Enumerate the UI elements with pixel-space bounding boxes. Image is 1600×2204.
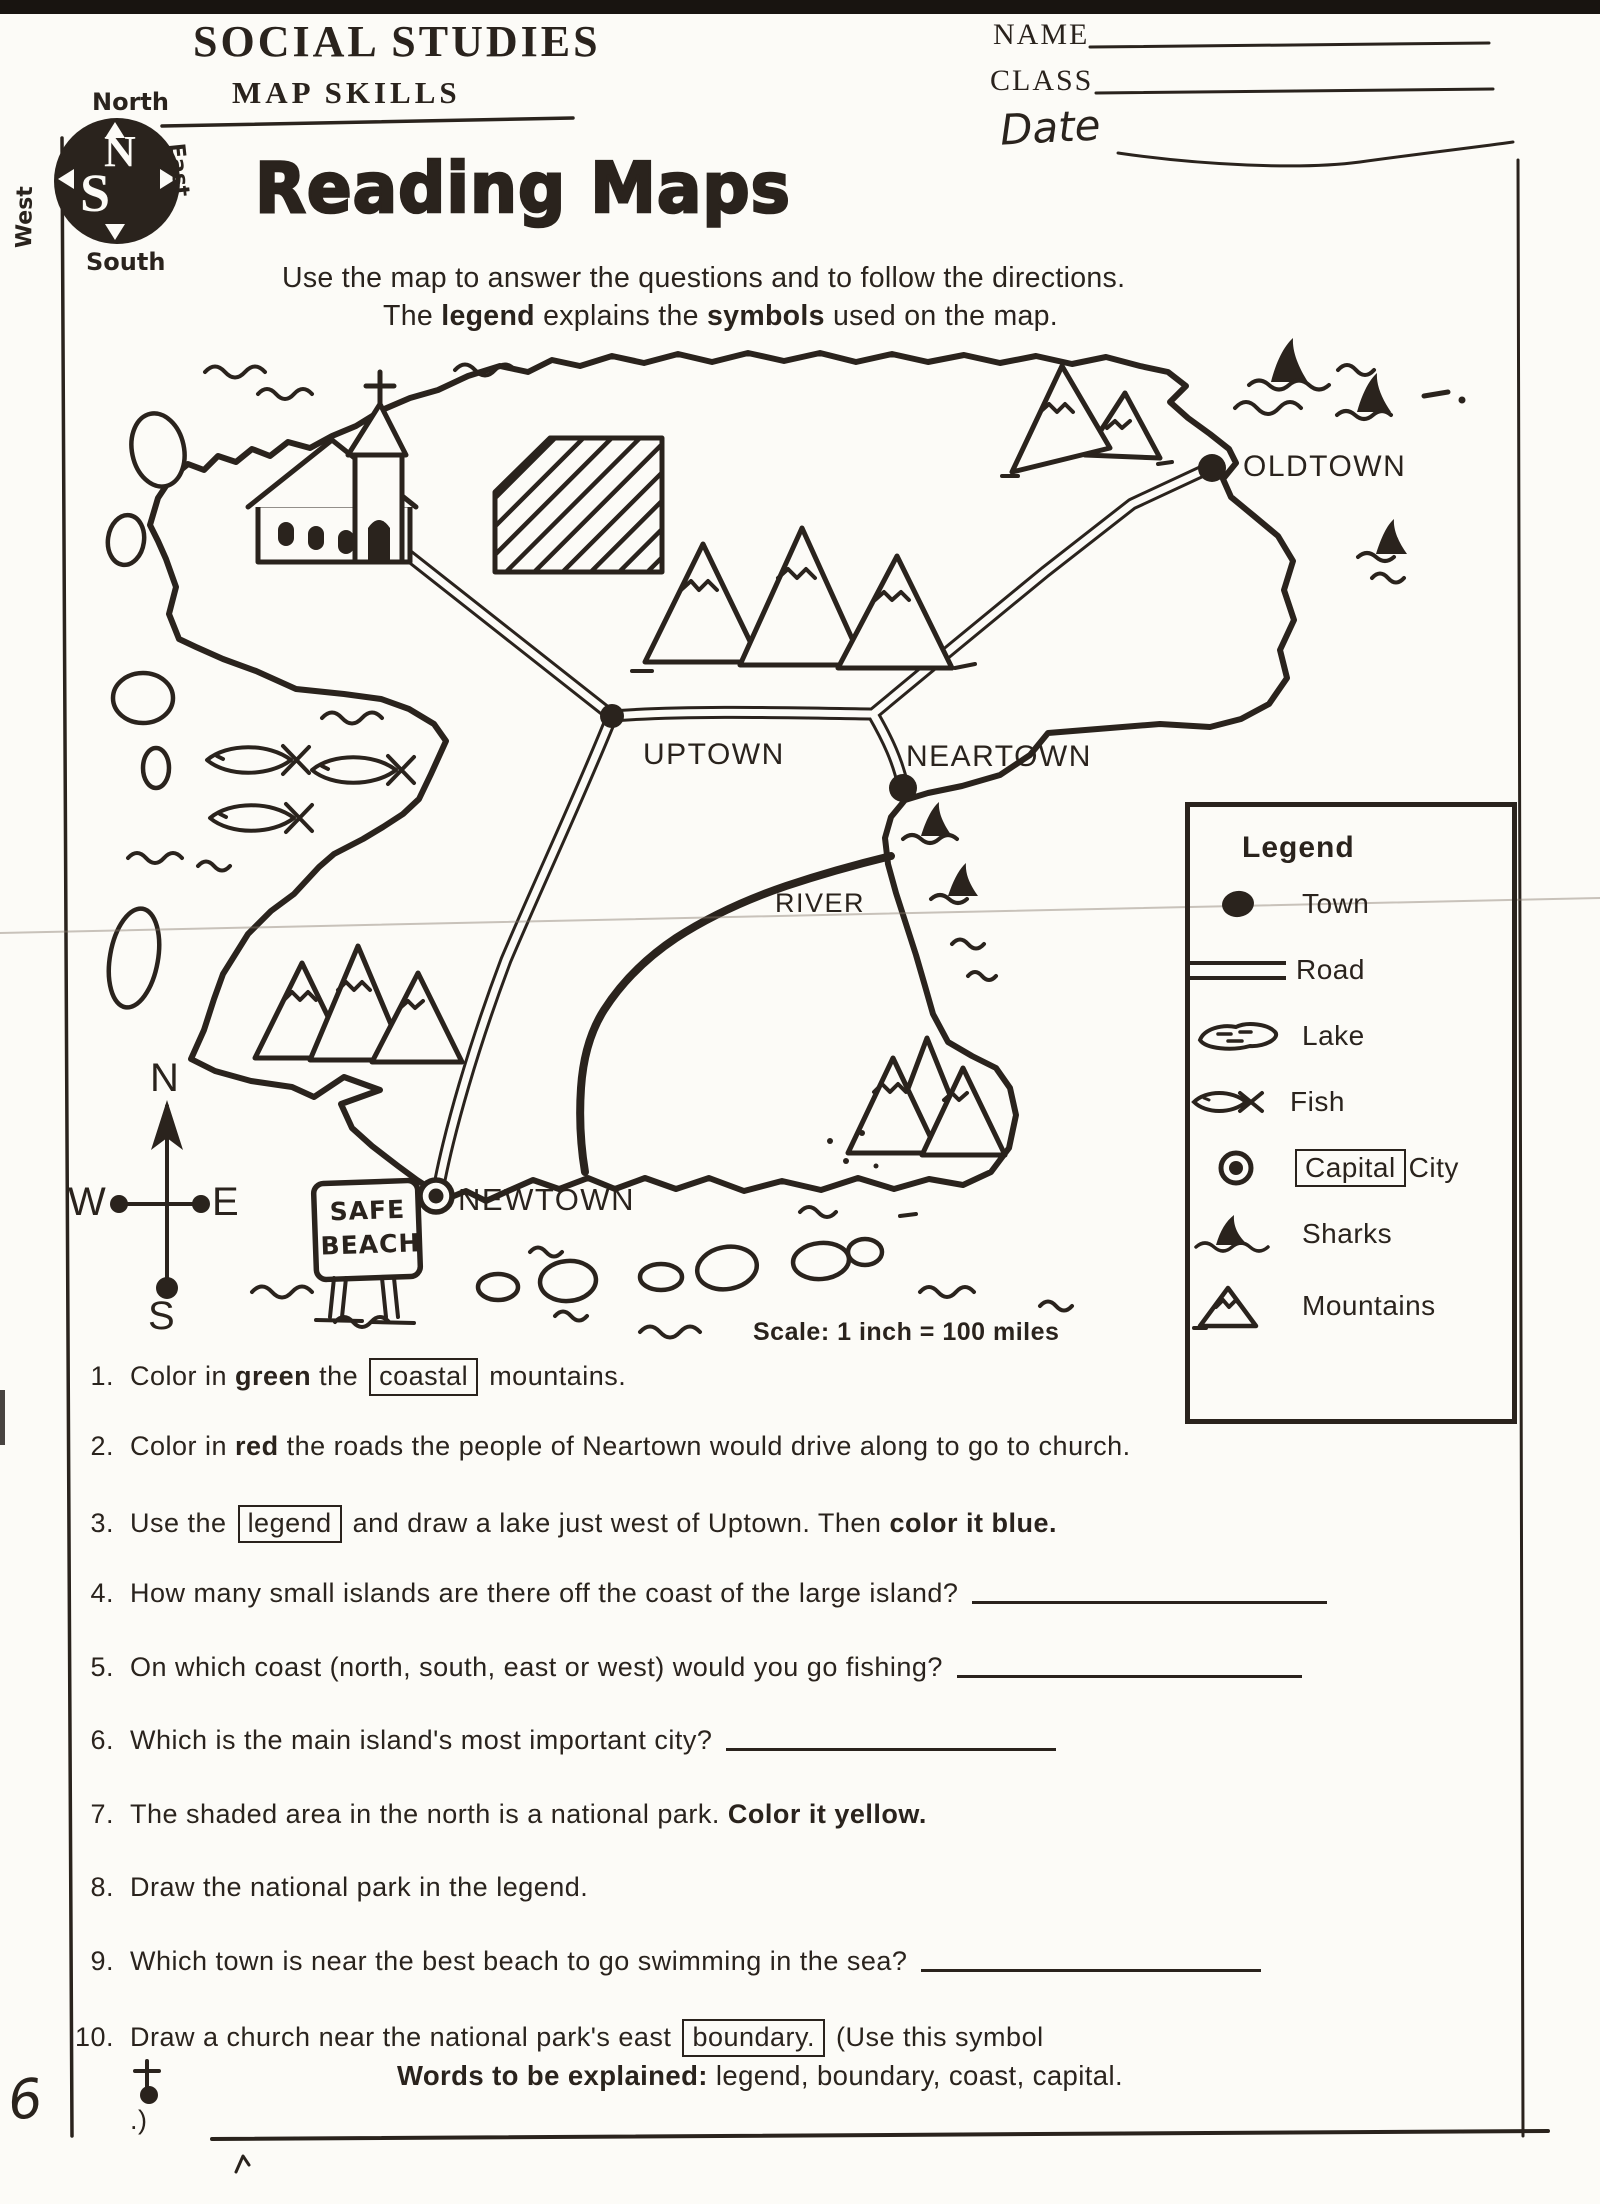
- map-compass-icon: [110, 1100, 210, 1299]
- q-segment: .): [130, 2104, 148, 2135]
- town-label-uptown: UPTOWN: [643, 738, 785, 771]
- shark-icon: [1358, 519, 1407, 561]
- intro-segment: used on the map.: [824, 300, 1059, 332]
- question-number: 8.: [90, 1872, 114, 1902]
- intro-segment: The: [383, 300, 442, 332]
- shark-icon: [1337, 373, 1391, 419]
- town-dot-icon: [889, 774, 917, 802]
- question-number: 6.: [90, 1725, 114, 1755]
- capital-rest-word: City: [1408, 1151, 1459, 1183]
- legend-row-mountains: [1190, 1267, 1512, 1345]
- wave-icon: [530, 1248, 562, 1257]
- wave-icon: [322, 713, 382, 724]
- question-text: [130, 1946, 1261, 1977]
- q-segment: Draw a church near the national park's east: [130, 2022, 680, 2052]
- answer-line: [726, 1744, 1056, 1751]
- island-shape: [694, 1242, 760, 1294]
- q-boxed-word: legend: [238, 1505, 342, 1543]
- wave-icon: [1372, 574, 1404, 583]
- safe-beach-line1: SAFE: [329, 1194, 406, 1227]
- river-label: RIVER: [775, 888, 866, 918]
- town-dot-icon: [1198, 454, 1226, 482]
- shark-icon: [903, 802, 957, 843]
- question-number: 1.: [90, 1361, 114, 1391]
- question-text: [130, 1431, 1131, 1462]
- town-label-neartown: NEARTOWN: [906, 740, 1092, 773]
- question-number: 2.: [90, 1431, 114, 1461]
- fish-icon: [210, 804, 312, 832]
- road-icon: [1184, 950, 1296, 990]
- q-bold-word: green: [235, 1361, 312, 1391]
- stray-mark: [236, 2156, 249, 2172]
- question-5: [62, 1652, 1302, 1683]
- compass-south-label: South: [86, 248, 166, 276]
- mountain-icon: [1190, 1278, 1302, 1334]
- q-segment: Color in: [130, 1431, 236, 1461]
- compass-east-label: East: [163, 142, 194, 198]
- question-8: [62, 1872, 588, 1903]
- wave-icon: [968, 972, 996, 980]
- question-text: [130, 1872, 588, 1903]
- footer-words-label: Words to be explained:: [397, 2060, 708, 2091]
- header-lines: [1090, 43, 1513, 166]
- question-9: [62, 1946, 1261, 1977]
- question-text: [130, 1799, 927, 1830]
- question-number: 5.: [90, 1652, 114, 1682]
- legend-label: Fish: [1290, 1086, 1345, 1117]
- wave-icon: [920, 1287, 974, 1297]
- q-segment: the: [311, 1361, 367, 1391]
- q-segment: On which coast (north, south, east or west) would you go fishing?: [130, 1652, 943, 1682]
- legend-label: Town: [1302, 888, 1370, 919]
- legend-label: Lake: [1302, 1020, 1365, 1051]
- island-shape: [848, 1239, 882, 1265]
- scale-label: Scale: 1 inch = 100 miles: [753, 1318, 1060, 1346]
- legend-row-lake: [1190, 1003, 1512, 1069]
- answer-line: [957, 1671, 1302, 1678]
- compass-point-icon: [58, 169, 74, 189]
- question-6: [62, 1725, 1056, 1756]
- island-shape: [478, 1274, 518, 1300]
- town-dot-icon: [600, 704, 624, 728]
- intro-segment: explains the: [534, 300, 708, 332]
- town-label-newtown: NEWTOWN: [458, 1182, 635, 1217]
- question-text: [130, 1358, 626, 1396]
- wave-icon: [1338, 365, 1374, 375]
- q-segment: mountains.: [481, 1361, 627, 1391]
- question-number: 10.: [74, 2022, 114, 2052]
- island-shape: [105, 513, 148, 568]
- q-boxed-word: boundary.: [682, 2019, 825, 2057]
- wave-icon: [640, 1327, 700, 1338]
- legend-label-capital: [1292, 1149, 1459, 1188]
- legend-row-capital: [1190, 1135, 1512, 1201]
- question-text: [130, 1725, 1056, 1756]
- fish-icon: [207, 746, 309, 774]
- legend-label: Mountains: [1302, 1290, 1436, 1321]
- handwritten-page-mark: 6: [4, 2066, 46, 2133]
- map-compass-w: W: [68, 1180, 106, 1224]
- wave-icon: [258, 389, 312, 399]
- answer-line: [921, 1965, 1261, 1972]
- footer-words-list: legend, boundary, coast, capital.: [707, 2060, 1123, 2091]
- wave-icon: [1040, 1302, 1072, 1311]
- q-boxed-word: coastal: [369, 1358, 478, 1396]
- compass-north-label: North: [92, 88, 169, 116]
- intro-symbols-word: symbols: [707, 300, 825, 332]
- legend-title: Legend: [1242, 831, 1355, 864]
- q-segment: How many small islands are there off the coast of the large island?: [130, 1578, 959, 1608]
- intro-legend-word: legend: [441, 300, 535, 332]
- capital-boxed-word: Capital: [1295, 1149, 1406, 1188]
- island-shape: [143, 748, 169, 788]
- name-label: NAME: [993, 18, 1090, 51]
- q-segment: Which is the main island's most important city?: [130, 1725, 713, 1755]
- capital-city-icon: [1190, 1146, 1302, 1190]
- legend-row-road: [1190, 937, 1512, 1003]
- legend-row-fish: [1190, 1069, 1512, 1135]
- q-segment: and draw a lake just west of Uptown. Then: [344, 1508, 890, 1538]
- wave-icon: [252, 1287, 312, 1298]
- q-segment: Which town is near the best beach to go swimming in the sea?: [130, 1946, 908, 1976]
- legend-label: Sharks: [1302, 1218, 1393, 1249]
- wave-icon: [205, 367, 265, 378]
- date-label: Date: [998, 100, 1102, 155]
- wave-icon: [198, 862, 230, 871]
- legend-box: [1185, 802, 1517, 1424]
- fish-icon: [312, 756, 414, 784]
- q-segment: Use the: [130, 1508, 235, 1538]
- wave-icon: [800, 1207, 836, 1217]
- question-text: [130, 1578, 1327, 1609]
- legend-row-town: [1190, 871, 1512, 937]
- church-symbol-icon: [130, 2057, 164, 2105]
- shark-icon: [1249, 338, 1329, 390]
- compass-s-letter: S: [80, 163, 111, 223]
- question-number: 9.: [90, 1946, 114, 1976]
- map-compass-e: E: [212, 1180, 239, 1224]
- compass-rose-icon: [54, 118, 180, 244]
- safe-beach-line2: BEACH: [320, 1227, 421, 1261]
- subject-title: SOCIAL STUDIES: [193, 17, 601, 66]
- legend-row-sharks: [1190, 1201, 1512, 1267]
- legend-label: Road: [1296, 954, 1365, 985]
- shark-icon: [1190, 1213, 1302, 1255]
- question-text: [130, 1505, 1057, 1543]
- q-segment: Color in: [130, 1361, 236, 1391]
- compass-point-icon: [105, 224, 125, 240]
- q-bold-word: red: [235, 1431, 279, 1461]
- question-number: 7.: [90, 1799, 114, 1829]
- safe-beach-sign-text: [319, 1192, 421, 1263]
- q-bold-word: color it blue.: [889, 1508, 1057, 1538]
- q-segment: the roads the people of Neartown would drive along to go to church.: [278, 1431, 1131, 1461]
- compass-west-label: West: [12, 185, 39, 249]
- island-shape: [792, 1241, 851, 1282]
- question-7: [62, 1799, 927, 1830]
- question-1: [62, 1358, 626, 1396]
- fish-group: [207, 746, 414, 832]
- map-compass-s: S: [148, 1294, 175, 1338]
- shark-icon: [931, 863, 978, 903]
- intro-line-1: Use the map to answer the questions and to follow the directions.: [282, 262, 1126, 294]
- page-title: Reading Maps: [255, 148, 791, 229]
- lake-icon: [1190, 1015, 1302, 1057]
- class-label: CLASS: [990, 64, 1094, 97]
- wave-icon: [952, 940, 984, 949]
- q-segment: (Use this symbol: [828, 2022, 1044, 2052]
- town-dot-icon: [1190, 884, 1302, 924]
- wave-icon: [1235, 402, 1301, 414]
- town-label-oldtown: OLDTOWN: [1243, 450, 1407, 483]
- q-bold-word: Color it yellow.: [727, 1799, 927, 1829]
- island-shape: [640, 1264, 682, 1290]
- island-shape: [113, 673, 173, 723]
- question-4: [62, 1578, 1327, 1609]
- capital-city-icon: [420, 1180, 452, 1212]
- island-shape: [102, 905, 167, 1012]
- footer-words: [200, 2060, 1320, 2092]
- question-number: 3.: [90, 1508, 114, 1538]
- map-compass-n: N: [150, 1056, 179, 1100]
- q-segment: The shaded area in the north is a national park.: [130, 1799, 728, 1829]
- question-2: [62, 1431, 1131, 1462]
- compass-n-letter: N: [104, 127, 136, 176]
- wave-icon: [128, 853, 182, 863]
- question-3: [62, 1505, 1057, 1543]
- q-segment: Draw the national park in the legend.: [130, 1872, 589, 1902]
- course-title: MAP SKILLS: [232, 75, 461, 110]
- question-number: 4.: [90, 1578, 114, 1608]
- wave-icon: [555, 1312, 587, 1321]
- answer-line: [972, 1597, 1327, 1604]
- island-shape: [538, 1259, 597, 1304]
- fish-icon: [1186, 1081, 1298, 1123]
- question-text: [130, 1652, 1302, 1683]
- intro-line-2: [383, 300, 1058, 333]
